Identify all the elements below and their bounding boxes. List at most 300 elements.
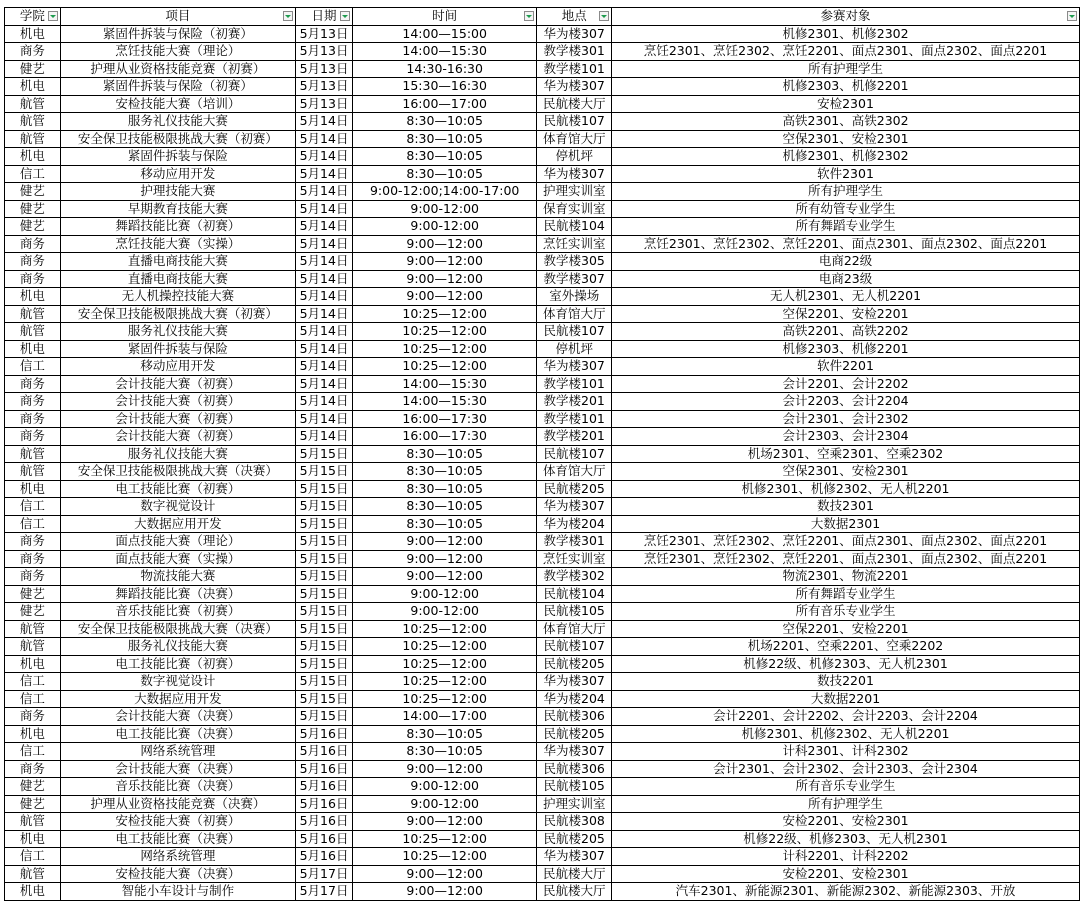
place-cell[interactable]: 华为楼204 [537,515,612,533]
item-cell[interactable]: 网络系统管理 [60,743,295,761]
date-cell[interactable]: 5月14日 [296,410,353,428]
item-cell[interactable]: 移动应用开发 [60,358,295,376]
time-cell[interactable]: 9:00—12:00 [352,550,536,568]
place-cell[interactable]: 民航楼205 [537,655,612,673]
place-cell[interactable]: 华为楼307 [537,673,612,691]
item-cell[interactable]: 会计技能大赛（决赛） [60,760,295,778]
college-cell[interactable]: 航管 [5,113,61,131]
item-cell[interactable]: 安检技能大赛（初赛） [60,813,295,831]
place-cell[interactable]: 民航楼308 [537,813,612,831]
time-cell[interactable]: 16:00—17:00 [352,95,536,113]
target-cell[interactable]: 空保2201、安检2201 [612,620,1080,638]
item-cell[interactable]: 智能小车设计与制作 [60,883,295,901]
college-cell[interactable]: 商务 [5,568,61,586]
target-cell[interactable]: 机修2301、机修2302 [612,25,1080,43]
date-cell[interactable]: 5月16日 [296,813,353,831]
time-cell[interactable]: 10:25—12:00 [352,638,536,656]
item-cell[interactable]: 面点技能大赛（实操） [60,550,295,568]
college-cell[interactable]: 机电 [5,288,61,306]
date-cell[interactable]: 5月14日 [296,340,353,358]
time-cell[interactable]: 9:00—12:00 [352,270,536,288]
college-cell[interactable]: 机电 [5,655,61,673]
date-cell[interactable]: 5月14日 [296,130,353,148]
time-cell[interactable]: 9:00—12:00 [352,813,536,831]
college-cell[interactable]: 商务 [5,393,61,411]
item-cell[interactable]: 数字视觉设计 [60,673,295,691]
time-cell[interactable]: 9:00-12:00 [352,603,536,621]
college-cell[interactable]: 健艺 [5,585,61,603]
date-cell[interactable]: 5月14日 [296,183,353,201]
college-cell[interactable]: 机电 [5,725,61,743]
college-cell[interactable]: 健艺 [5,778,61,796]
date-cell[interactable]: 5月14日 [296,375,353,393]
place-cell[interactable]: 教学楼305 [537,253,612,271]
place-cell[interactable]: 民航楼306 [537,760,612,778]
target-cell[interactable]: 机修2301、机修2302、无人机2201 [612,725,1080,743]
college-cell[interactable]: 商务 [5,428,61,446]
item-cell[interactable]: 烹饪技能大赛（实操） [60,235,295,253]
college-cell[interactable]: 机电 [5,25,61,43]
place-cell[interactable]: 民航楼大厅 [537,95,612,113]
college-cell[interactable]: 信工 [5,515,61,533]
college-cell[interactable]: 商务 [5,235,61,253]
time-cell[interactable]: 10:25—12:00 [352,358,536,376]
item-cell[interactable]: 物流技能大赛 [60,568,295,586]
date-cell[interactable]: 5月15日 [296,445,353,463]
place-cell[interactable]: 华为楼307 [537,848,612,866]
date-cell[interactable]: 5月15日 [296,585,353,603]
time-cell[interactable]: 10:25—12:00 [352,690,536,708]
date-cell[interactable]: 5月13日 [296,25,353,43]
target-cell[interactable]: 会计2301、会计2302、会计2303、会计2304 [612,760,1080,778]
target-cell[interactable]: 会计2303、会计2304 [612,428,1080,446]
item-cell[interactable]: 护理从业资格技能竞赛（初赛） [60,60,295,78]
date-cell[interactable]: 5月14日 [296,200,353,218]
place-cell[interactable]: 体育馆大厅 [537,620,612,638]
college-cell[interactable]: 航管 [5,323,61,341]
college-cell[interactable]: 机电 [5,480,61,498]
item-cell[interactable]: 会计技能大赛（初赛） [60,375,295,393]
date-cell[interactable]: 5月17日 [296,883,353,901]
date-cell[interactable]: 5月15日 [296,708,353,726]
date-cell[interactable]: 5月14日 [296,393,353,411]
item-cell[interactable]: 无人机操控技能大赛 [60,288,295,306]
item-cell[interactable]: 网络系统管理 [60,848,295,866]
date-cell[interactable]: 5月13日 [296,95,353,113]
target-cell[interactable]: 所有护理学生 [612,795,1080,813]
college-cell[interactable]: 商务 [5,550,61,568]
college-cell[interactable]: 信工 [5,690,61,708]
target-cell[interactable]: 所有音乐专业学生 [612,778,1080,796]
date-cell[interactable]: 5月16日 [296,778,353,796]
place-cell[interactable]: 教学楼201 [537,428,612,446]
item-cell[interactable]: 音乐技能比赛（决赛） [60,778,295,796]
target-cell[interactable]: 会计2201、会计2202、会计2203、会计2204 [612,708,1080,726]
place-cell[interactable]: 体育馆大厅 [537,463,612,481]
item-cell[interactable]: 紧固件拆装与保险（初赛） [60,25,295,43]
place-cell[interactable]: 护理实训室 [537,183,612,201]
college-cell[interactable]: 健艺 [5,218,61,236]
target-cell[interactable]: 无人机2301、无人机2201 [612,288,1080,306]
item-cell[interactable]: 音乐技能比赛（初赛） [60,603,295,621]
item-cell[interactable]: 电工技能比赛（初赛） [60,655,295,673]
time-cell[interactable]: 14:00—15:30 [352,43,536,61]
time-cell[interactable]: 14:00—15:00 [352,25,536,43]
place-cell[interactable]: 华为楼307 [537,25,612,43]
time-cell[interactable]: 9:00—12:00 [352,760,536,778]
place-cell[interactable]: 护理实训室 [537,795,612,813]
college-cell[interactable]: 信工 [5,743,61,761]
place-cell[interactable]: 民航楼107 [537,638,612,656]
item-cell[interactable]: 数字视觉设计 [60,498,295,516]
date-cell[interactable]: 5月17日 [296,865,353,883]
target-cell[interactable]: 机修22级、机修2303、无人机2301 [612,830,1080,848]
target-cell[interactable]: 所有护理学生 [612,183,1080,201]
place-cell[interactable]: 保育实训室 [537,200,612,218]
date-cell[interactable]: 5月15日 [296,480,353,498]
item-cell[interactable]: 电工技能比赛（初赛） [60,480,295,498]
time-cell[interactable]: 10:25—12:00 [352,323,536,341]
target-cell[interactable]: 空保2201、安检2201 [612,305,1080,323]
time-cell[interactable]: 14:00—17:00 [352,708,536,726]
time-cell[interactable]: 10:25—12:00 [352,655,536,673]
place-cell[interactable]: 民航楼205 [537,480,612,498]
filter-dropdown-icon[interactable] [1067,11,1077,21]
time-cell[interactable]: 8:30—10:05 [352,165,536,183]
target-cell[interactable]: 会计2203、会计2204 [612,393,1080,411]
place-cell[interactable]: 华为楼307 [537,165,612,183]
college-cell[interactable]: 机电 [5,830,61,848]
place-cell[interactable]: 民航楼104 [537,585,612,603]
place-cell[interactable]: 体育馆大厅 [537,130,612,148]
item-cell[interactable]: 电工技能比赛（决赛） [60,725,295,743]
item-cell[interactable]: 大数据应用开发 [60,515,295,533]
college-cell[interactable]: 航管 [5,445,61,463]
place-cell[interactable]: 华为楼307 [537,498,612,516]
date-cell[interactable]: 5月14日 [296,323,353,341]
target-cell[interactable]: 烹饪2301、烹饪2302、烹饪2201、面点2301、面点2302、面点2201 [612,533,1080,551]
target-cell[interactable]: 所有音乐专业学生 [612,603,1080,621]
place-cell[interactable]: 民航楼205 [537,830,612,848]
date-cell[interactable]: 5月16日 [296,760,353,778]
target-cell[interactable]: 安检2301 [612,95,1080,113]
target-cell[interactable]: 烹饪2301、烹饪2302、烹饪2201、面点2301、面点2302、面点2201 [612,235,1080,253]
time-cell[interactable]: 8:30—10:05 [352,480,536,498]
college-cell[interactable]: 信工 [5,358,61,376]
date-cell[interactable]: 5月13日 [296,43,353,61]
college-cell[interactable]: 航管 [5,638,61,656]
place-cell[interactable]: 教学楼307 [537,270,612,288]
target-cell[interactable]: 机场2301、空乘2301、空乘2302 [612,445,1080,463]
time-cell[interactable]: 16:00—17:30 [352,410,536,428]
target-cell[interactable]: 机场2201、空乘2201、空乘2202 [612,638,1080,656]
college-cell[interactable]: 商务 [5,410,61,428]
date-cell[interactable]: 5月15日 [296,620,353,638]
time-cell[interactable]: 9:00—12:00 [352,865,536,883]
target-cell[interactable]: 物流2301、物流2201 [612,568,1080,586]
target-cell[interactable]: 高铁2201、高铁2202 [612,323,1080,341]
college-cell[interactable]: 商务 [5,708,61,726]
date-cell[interactable]: 5月15日 [296,690,353,708]
place-cell[interactable]: 华为楼307 [537,78,612,96]
college-cell[interactable]: 商务 [5,43,61,61]
place-cell[interactable]: 民航楼大厅 [537,865,612,883]
target-cell[interactable]: 机修22级、机修2303、无人机2301 [612,655,1080,673]
time-cell[interactable]: 10:25—12:00 [352,305,536,323]
college-cell[interactable]: 健艺 [5,183,61,201]
target-cell[interactable]: 计科2301、计科2302 [612,743,1080,761]
target-cell[interactable]: 所有舞蹈专业学生 [612,585,1080,603]
item-cell[interactable]: 大数据应用开发 [60,690,295,708]
target-cell[interactable]: 安检2201、安检2301 [612,813,1080,831]
place-cell[interactable]: 华为楼307 [537,743,612,761]
item-cell[interactable]: 会计技能大赛（初赛） [60,428,295,446]
college-cell[interactable]: 航管 [5,463,61,481]
item-cell[interactable]: 舞蹈技能比赛（初赛） [60,218,295,236]
item-cell[interactable]: 会计技能大赛（决赛） [60,708,295,726]
item-cell[interactable]: 安全保卫技能极限挑战大赛（决赛） [60,620,295,638]
date-cell[interactable]: 5月15日 [296,463,353,481]
date-cell[interactable]: 5月14日 [296,113,353,131]
date-cell[interactable]: 5月15日 [296,655,353,673]
place-cell[interactable]: 民航楼大厅 [537,883,612,901]
time-cell[interactable]: 9:00-12:00;14:00-17:00 [352,183,536,201]
item-cell[interactable]: 紧固件拆装与保险 [60,340,295,358]
college-cell[interactable]: 商务 [5,533,61,551]
target-cell[interactable]: 所有幼管专业学生 [612,200,1080,218]
target-cell[interactable]: 软件2201 [612,358,1080,376]
target-cell[interactable]: 所有护理学生 [612,60,1080,78]
target-cell[interactable]: 数技2201 [612,673,1080,691]
target-cell[interactable]: 烹饪2301、烹饪2302、烹饪2201、面点2301、面点2302、面点2201 [612,43,1080,61]
date-cell[interactable]: 5月15日 [296,638,353,656]
item-cell[interactable]: 服务礼仪技能大赛 [60,323,295,341]
time-cell[interactable]: 9:00-12:00 [352,795,536,813]
college-cell[interactable]: 健艺 [5,795,61,813]
item-cell[interactable]: 服务礼仪技能大赛 [60,638,295,656]
time-cell[interactable]: 8:30—10:05 [352,445,536,463]
place-cell[interactable]: 民航楼105 [537,603,612,621]
college-cell[interactable]: 信工 [5,165,61,183]
date-cell[interactable]: 5月15日 [296,498,353,516]
college-cell[interactable]: 信工 [5,673,61,691]
date-cell[interactable]: 5月15日 [296,533,353,551]
item-cell[interactable]: 直播电商技能大赛 [60,270,295,288]
date-cell[interactable]: 5月15日 [296,550,353,568]
date-cell[interactable]: 5月15日 [296,603,353,621]
place-cell[interactable]: 教学楼302 [537,568,612,586]
filter-dropdown-icon[interactable] [524,11,534,21]
time-cell[interactable]: 9:00—12:00 [352,253,536,271]
target-cell[interactable]: 汽车2301、新能源2301、新能源2302、新能源2303、开放 [612,883,1080,901]
item-cell[interactable]: 直播电商技能大赛 [60,253,295,271]
time-cell[interactable]: 10:25—12:00 [352,830,536,848]
time-cell[interactable]: 14:00—15:30 [352,375,536,393]
college-cell[interactable]: 机电 [5,883,61,901]
college-cell[interactable]: 健艺 [5,60,61,78]
date-cell[interactable]: 5月14日 [296,165,353,183]
target-cell[interactable]: 机修2301、机修2302、无人机2201 [612,480,1080,498]
item-cell[interactable]: 安检技能大赛（培训） [60,95,295,113]
college-cell[interactable]: 机电 [5,78,61,96]
item-cell[interactable]: 安全保卫技能极限挑战大赛（初赛） [60,130,295,148]
place-cell[interactable]: 华为楼204 [537,690,612,708]
target-cell[interactable]: 电商23级 [612,270,1080,288]
date-cell[interactable]: 5月16日 [296,795,353,813]
time-cell[interactable]: 9:00-12:00 [352,778,536,796]
place-cell[interactable]: 华为楼307 [537,358,612,376]
item-cell[interactable]: 安全保卫技能极限挑战大赛（决赛） [60,463,295,481]
time-cell[interactable]: 9:00-12:00 [352,218,536,236]
time-cell[interactable]: 8:30—10:05 [352,743,536,761]
time-cell[interactable]: 8:30—10:05 [352,725,536,743]
college-cell[interactable]: 商务 [5,253,61,271]
place-cell[interactable]: 教学楼201 [537,393,612,411]
college-cell[interactable]: 商务 [5,270,61,288]
time-cell[interactable]: 9:00-12:00 [352,200,536,218]
time-cell[interactable]: 8:30—10:05 [352,498,536,516]
filter-dropdown-icon[interactable] [48,11,58,21]
target-cell[interactable]: 空保2301、安检2301 [612,463,1080,481]
target-cell[interactable]: 空保2301、安检2301 [612,130,1080,148]
college-cell[interactable]: 信工 [5,498,61,516]
place-cell[interactable]: 教学楼101 [537,60,612,78]
target-cell[interactable]: 计科2201、计科2202 [612,848,1080,866]
date-cell[interactable]: 5月15日 [296,515,353,533]
place-cell[interactable]: 室外操场 [537,288,612,306]
date-cell[interactable]: 5月13日 [296,60,353,78]
college-cell[interactable]: 航管 [5,813,61,831]
target-cell[interactable]: 安检2201、安检2301 [612,865,1080,883]
date-cell[interactable]: 5月15日 [296,568,353,586]
place-cell[interactable]: 停机坪 [537,340,612,358]
time-cell[interactable]: 10:25—12:00 [352,848,536,866]
time-cell[interactable]: 8:30—10:05 [352,113,536,131]
place-cell[interactable]: 民航楼104 [537,218,612,236]
time-cell[interactable]: 15:30—16:30 [352,78,536,96]
target-cell[interactable]: 会计2201、会计2202 [612,375,1080,393]
item-cell[interactable]: 面点技能大赛（理论） [60,533,295,551]
item-cell[interactable]: 安全保卫技能极限挑战大赛（初赛） [60,305,295,323]
place-cell[interactable]: 烹饪实训室 [537,235,612,253]
place-cell[interactable]: 民航楼107 [537,113,612,131]
date-cell[interactable]: 5月14日 [296,305,353,323]
college-cell[interactable]: 健艺 [5,603,61,621]
target-cell[interactable]: 机修2301、机修2302 [612,148,1080,166]
target-cell[interactable]: 机修2303、机修2201 [612,340,1080,358]
time-cell[interactable]: 9:00—12:00 [352,235,536,253]
item-cell[interactable]: 会计技能大赛（初赛） [60,393,295,411]
place-cell[interactable]: 体育馆大厅 [537,305,612,323]
target-cell[interactable]: 所有舞蹈专业学生 [612,218,1080,236]
item-cell[interactable]: 移动应用开发 [60,165,295,183]
date-cell[interactable]: 5月15日 [296,673,353,691]
item-cell[interactable]: 舞蹈技能比赛（决赛） [60,585,295,603]
time-cell[interactable]: 14:30-16:30 [352,60,536,78]
time-cell[interactable]: 9:00—12:00 [352,568,536,586]
place-cell[interactable]: 停机坪 [537,148,612,166]
date-cell[interactable]: 5月14日 [296,428,353,446]
item-cell[interactable]: 早期教育技能大赛 [60,200,295,218]
target-cell[interactable]: 软件2301 [612,165,1080,183]
time-cell[interactable]: 8:30—10:05 [352,463,536,481]
date-cell[interactable]: 5月14日 [296,288,353,306]
place-cell[interactable]: 民航楼107 [537,445,612,463]
item-cell[interactable]: 安检技能大赛（决赛） [60,865,295,883]
target-cell[interactable]: 大数据2201 [612,690,1080,708]
college-cell[interactable]: 航管 [5,305,61,323]
time-cell[interactable]: 8:30—10:05 [352,515,536,533]
filter-dropdown-icon[interactable] [283,11,293,21]
date-cell[interactable]: 5月14日 [296,148,353,166]
place-cell[interactable]: 教学楼301 [537,533,612,551]
time-cell[interactable]: 9:00—12:00 [352,288,536,306]
date-cell[interactable]: 5月14日 [296,253,353,271]
filter-dropdown-icon[interactable] [599,11,609,21]
time-cell[interactable]: 9:00-12:00 [352,585,536,603]
place-cell[interactable]: 民航楼107 [537,323,612,341]
item-cell[interactable]: 紧固件拆装与保险（初赛） [60,78,295,96]
item-cell[interactable]: 护理从业资格技能竞赛（决赛） [60,795,295,813]
target-cell[interactable]: 数技2301 [612,498,1080,516]
target-cell[interactable]: 会计2301、会计2302 [612,410,1080,428]
time-cell[interactable]: 10:25—12:00 [352,340,536,358]
place-cell[interactable]: 民航楼306 [537,708,612,726]
filter-dropdown-icon[interactable] [340,11,350,21]
college-cell[interactable]: 商务 [5,760,61,778]
time-cell[interactable]: 9:00—12:00 [352,883,536,901]
place-cell[interactable]: 烹饪实训室 [537,550,612,568]
place-cell[interactable]: 教学楼301 [537,43,612,61]
college-cell[interactable]: 机电 [5,148,61,166]
date-cell[interactable]: 5月16日 [296,830,353,848]
place-cell[interactable]: 教学楼101 [537,375,612,393]
item-cell[interactable]: 会计技能大赛（初赛） [60,410,295,428]
time-cell[interactable]: 14:00—15:30 [352,393,536,411]
college-cell[interactable]: 信工 [5,848,61,866]
place-cell[interactable]: 教学楼101 [537,410,612,428]
item-cell[interactable]: 服务礼仪技能大赛 [60,113,295,131]
time-cell[interactable]: 10:25—12:00 [352,673,536,691]
date-cell[interactable]: 5月16日 [296,848,353,866]
college-cell[interactable]: 商务 [5,375,61,393]
time-cell[interactable]: 9:00—12:00 [352,533,536,551]
target-cell[interactable]: 大数据2301 [612,515,1080,533]
college-cell[interactable]: 航管 [5,130,61,148]
date-cell[interactable]: 5月13日 [296,78,353,96]
date-cell[interactable]: 5月14日 [296,270,353,288]
date-cell[interactable]: 5月14日 [296,235,353,253]
college-cell[interactable]: 航管 [5,620,61,638]
date-cell[interactable]: 5月14日 [296,218,353,236]
college-cell[interactable]: 航管 [5,95,61,113]
time-cell[interactable]: 8:30—10:05 [352,130,536,148]
item-cell[interactable]: 服务礼仪技能大赛 [60,445,295,463]
item-cell[interactable]: 紧固件拆装与保险 [60,148,295,166]
time-cell[interactable]: 10:25—12:00 [352,620,536,638]
time-cell[interactable]: 8:30—10:05 [352,148,536,166]
target-cell[interactable]: 烹饪2301、烹饪2302、烹饪2201、面点2301、面点2302、面点2201 [612,550,1080,568]
date-cell[interactable]: 5月14日 [296,358,353,376]
place-cell[interactable]: 民航楼105 [537,778,612,796]
item-cell[interactable]: 电工技能比赛（决赛） [60,830,295,848]
college-cell[interactable]: 航管 [5,865,61,883]
target-cell[interactable]: 高铁2301、高铁2302 [612,113,1080,131]
place-cell[interactable]: 民航楼205 [537,725,612,743]
target-cell[interactable]: 电商22级 [612,253,1080,271]
date-cell[interactable]: 5月16日 [296,725,353,743]
item-cell[interactable]: 护理技能大赛 [60,183,295,201]
